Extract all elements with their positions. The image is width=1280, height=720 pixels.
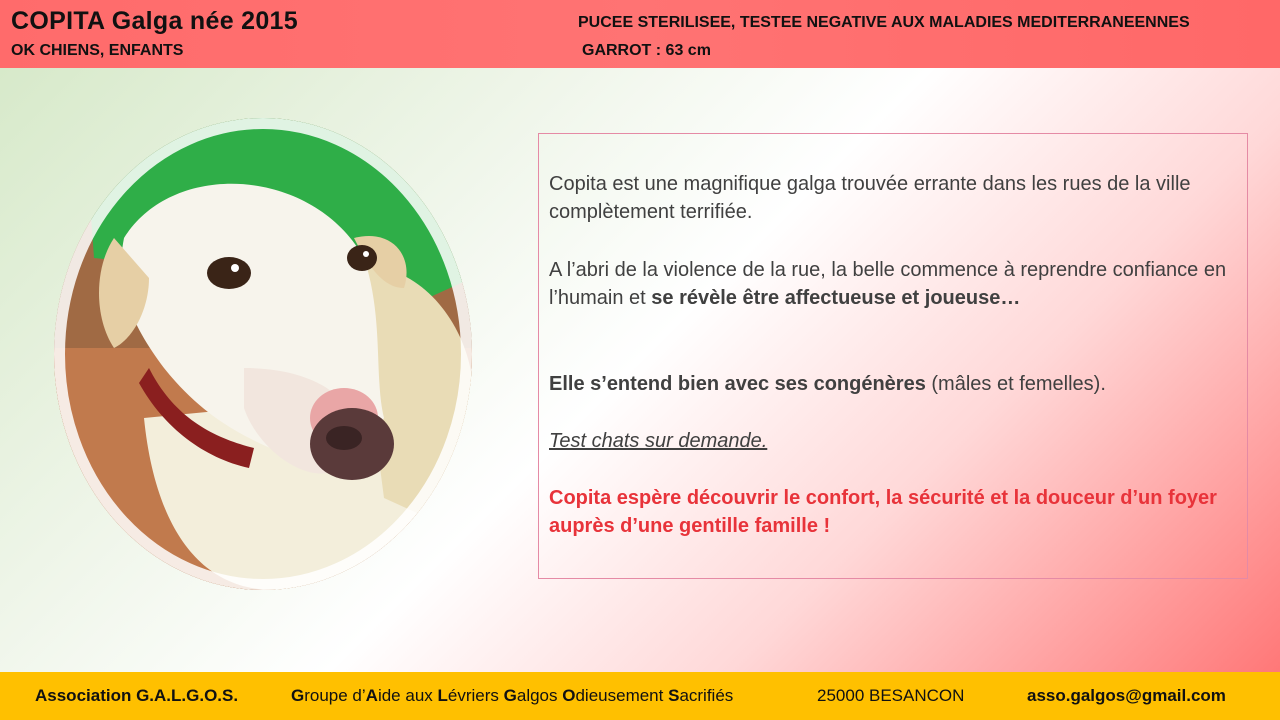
initial-g: G <box>291 686 305 705</box>
initial-g2: G <box>503 686 517 705</box>
initial-a: A <box>365 686 378 705</box>
health-info: PUCEE STERILISEE, TESTEE NEGATIVE AUX MALADIES MEDITERRANEENNES <box>578 14 1190 31</box>
description-box <box>538 133 1248 579</box>
dog-title: COPITA Galga née 2015 <box>11 7 298 35</box>
initial-s: S <box>668 686 680 705</box>
description-paragraph-1: Copita est une magnifique galga trouvée errante dans les rues de la ville complètement terrifiée. <box>549 173 1191 223</box>
description-paragraph-2 <box>549 256 1239 312</box>
paragraph-2-text: A l’abri de la violence de la rue, la belle commence à reprendre confiance en l’humain et <box>549 259 1227 309</box>
city: 25000 BESANCON <box>817 686 965 705</box>
footer-bar <box>0 672 1280 720</box>
group-word: évriers <box>447 686 504 705</box>
height-info: GARROT : 63 cm <box>582 42 711 59</box>
initial-o: O <box>562 686 576 705</box>
group-word: acrifiés <box>679 686 734 705</box>
cat-test-note: Test chats sur demande. <box>549 430 768 452</box>
paragraph-2-bold: se révèle être affectueuse et joueuse… <box>651 287 1021 309</box>
paragraph-3-text: (mâles et femelles). <box>925 373 1106 395</box>
email-link[interactable]: asso.galgos@gmail.com <box>1027 686 1226 705</box>
group-word: dieusement <box>575 686 669 705</box>
association-full-name <box>291 686 733 706</box>
association-name: Association G.A.L.G.O.S. <box>35 686 239 705</box>
group-word: ide aux <box>377 686 438 705</box>
initial-l: L <box>437 686 448 705</box>
compatibility-info: OK CHIENS, ENFANTS <box>11 42 184 59</box>
group-word: roupe d’ <box>304 686 366 705</box>
header-banner <box>0 0 1280 68</box>
adoption-appeal: Copita espère découvrir le confort, la sécurité et la douceur d’un foyer auprès d’une gentille famille ! <box>549 487 1217 537</box>
dog-photo <box>54 118 472 590</box>
group-word: algos <box>516 686 563 705</box>
description-paragraph-3 <box>549 370 1239 398</box>
paragraph-3-bold: Elle s’entend bien avec ses congénères <box>549 373 926 395</box>
